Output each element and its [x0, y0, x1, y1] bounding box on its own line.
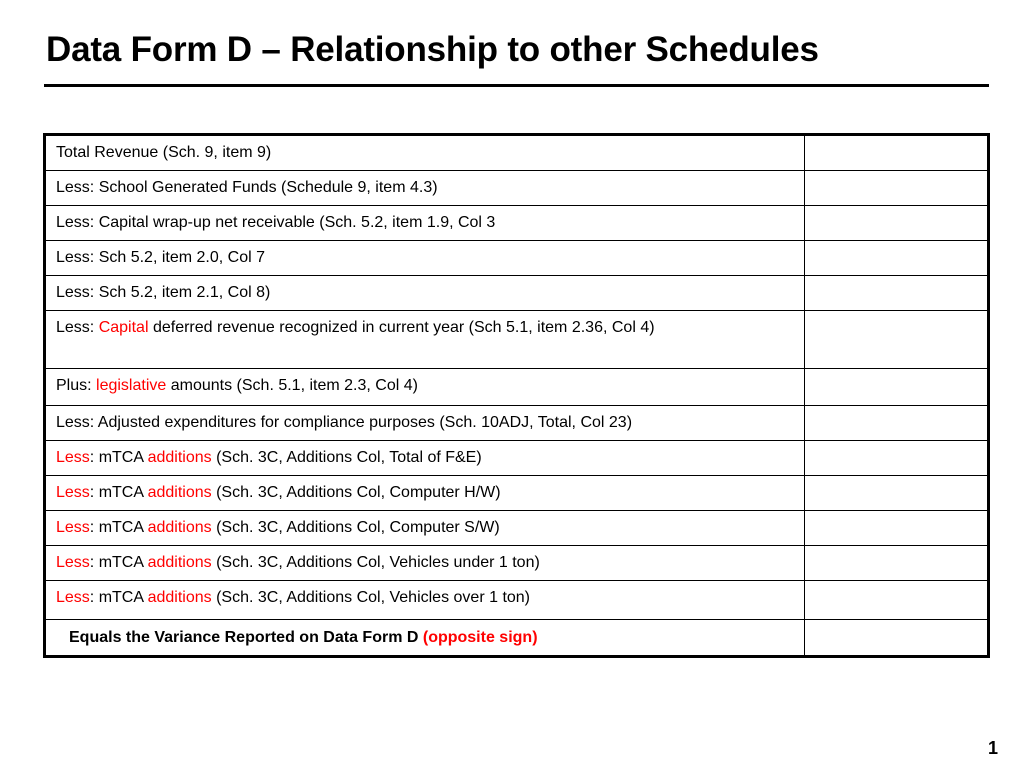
page-number: 1	[987, 738, 998, 758]
row-description	[45, 135, 805, 171]
amount-cell	[805, 171, 989, 206]
slide-title: Data Form D – Relationship to other Schedules	[46, 30, 819, 69]
amount-cell	[805, 369, 989, 406]
row-description	[45, 511, 805, 546]
row-description	[45, 276, 805, 311]
description-text: : mTCA	[89, 554, 148, 571]
total-row	[45, 620, 989, 657]
highlighted-term: Less	[56, 484, 90, 501]
description-text: : mTCA	[89, 484, 148, 501]
highlighted-term: Less	[56, 589, 90, 606]
table-body	[45, 135, 989, 657]
description-text: deferred revenue recognized in current year (Sch 5.1, item 2.36, Col 4)	[148, 319, 655, 336]
amount-cell	[805, 406, 989, 441]
table-row	[45, 369, 989, 406]
description-text: Less:	[56, 319, 99, 336]
table-row	[45, 441, 989, 476]
description-text: Less: Capital wrap-up net receivable (Sch. 5.2, item 1.9, Col 3	[56, 214, 496, 231]
description-text: : mTCA	[89, 519, 148, 536]
total-label: Equals the Variance Reported on Data Form D	[69, 629, 423, 646]
table-row	[45, 171, 989, 206]
description-text: Less: Adjusted expenditures for compliance purposes (Sch. 10ADJ, Total, Col 23)	[56, 414, 633, 431]
amount-cell	[805, 581, 989, 620]
highlighted-term: Capital	[98, 319, 149, 336]
description-text: : mTCA	[89, 589, 148, 606]
highlighted-term: additions	[147, 484, 212, 501]
row-description	[45, 311, 805, 369]
amount-cell	[805, 241, 989, 276]
amount-cell	[805, 276, 989, 311]
row-description	[45, 441, 805, 476]
total-amount-cell	[805, 620, 989, 657]
description-text: Total Revenue (Sch. 9, item 9)	[56, 144, 272, 161]
table-row	[45, 206, 989, 241]
title-underline	[44, 84, 989, 87]
description-text: Plus:	[56, 377, 97, 394]
table-row	[45, 511, 989, 546]
table-row	[45, 135, 989, 171]
amount-cell	[805, 476, 989, 511]
table-row	[45, 276, 989, 311]
table-row	[45, 406, 989, 441]
row-description	[45, 241, 805, 276]
description-text: (Sch. 3C, Additions Col, Vehicles under 1 ton)	[211, 554, 540, 571]
highlighted-term: Less	[56, 449, 90, 466]
amount-cell	[805, 206, 989, 241]
row-description	[45, 581, 805, 620]
row-description	[45, 369, 805, 406]
highlighted-term: legislative	[96, 377, 167, 394]
row-description	[45, 406, 805, 441]
table-row	[45, 241, 989, 276]
description-text: : mTCA	[89, 449, 148, 466]
description-text: (Sch. 3C, Additions Col, Total of F&E)	[211, 449, 482, 466]
reconciliation-table	[43, 133, 990, 658]
highlighted-term: Less	[56, 519, 90, 536]
table-row	[45, 581, 989, 620]
description-text: (Sch. 3C, Additions Col, Vehicles over 1 ton)	[211, 589, 531, 606]
highlighted-term: additions	[147, 519, 212, 536]
highlighted-term: additions	[147, 449, 212, 466]
highlighted-term: Less	[56, 554, 90, 571]
amount-cell	[805, 135, 989, 171]
amount-cell	[805, 441, 989, 476]
row-description	[45, 171, 805, 206]
description-text: (Sch. 3C, Additions Col, Computer H/W)	[211, 484, 501, 501]
highlighted-term: additions	[147, 554, 212, 571]
row-description	[45, 206, 805, 241]
table-row	[45, 311, 989, 369]
row-description	[45, 476, 805, 511]
amount-cell	[805, 511, 989, 546]
opposite-sign-note: (opposite sign)	[422, 629, 538, 646]
description-text: Less: Sch 5.2, item 2.0, Col 7	[56, 249, 265, 266]
description-text: (Sch. 3C, Additions Col, Computer S/W)	[211, 519, 500, 536]
table-row	[45, 546, 989, 581]
total-description	[45, 620, 805, 657]
description-text: Less: School Generated Funds (Schedule 9, item 4.3)	[56, 179, 438, 196]
amount-cell	[805, 311, 989, 369]
table-row	[45, 476, 989, 511]
amount-cell	[805, 546, 989, 581]
description-text: amounts (Sch. 5.1, item 2.3, Col 4)	[166, 377, 418, 394]
description-text: Less: Sch 5.2, item 2.1, Col 8)	[56, 284, 271, 301]
row-description	[45, 546, 805, 581]
highlighted-term: additions	[147, 589, 212, 606]
